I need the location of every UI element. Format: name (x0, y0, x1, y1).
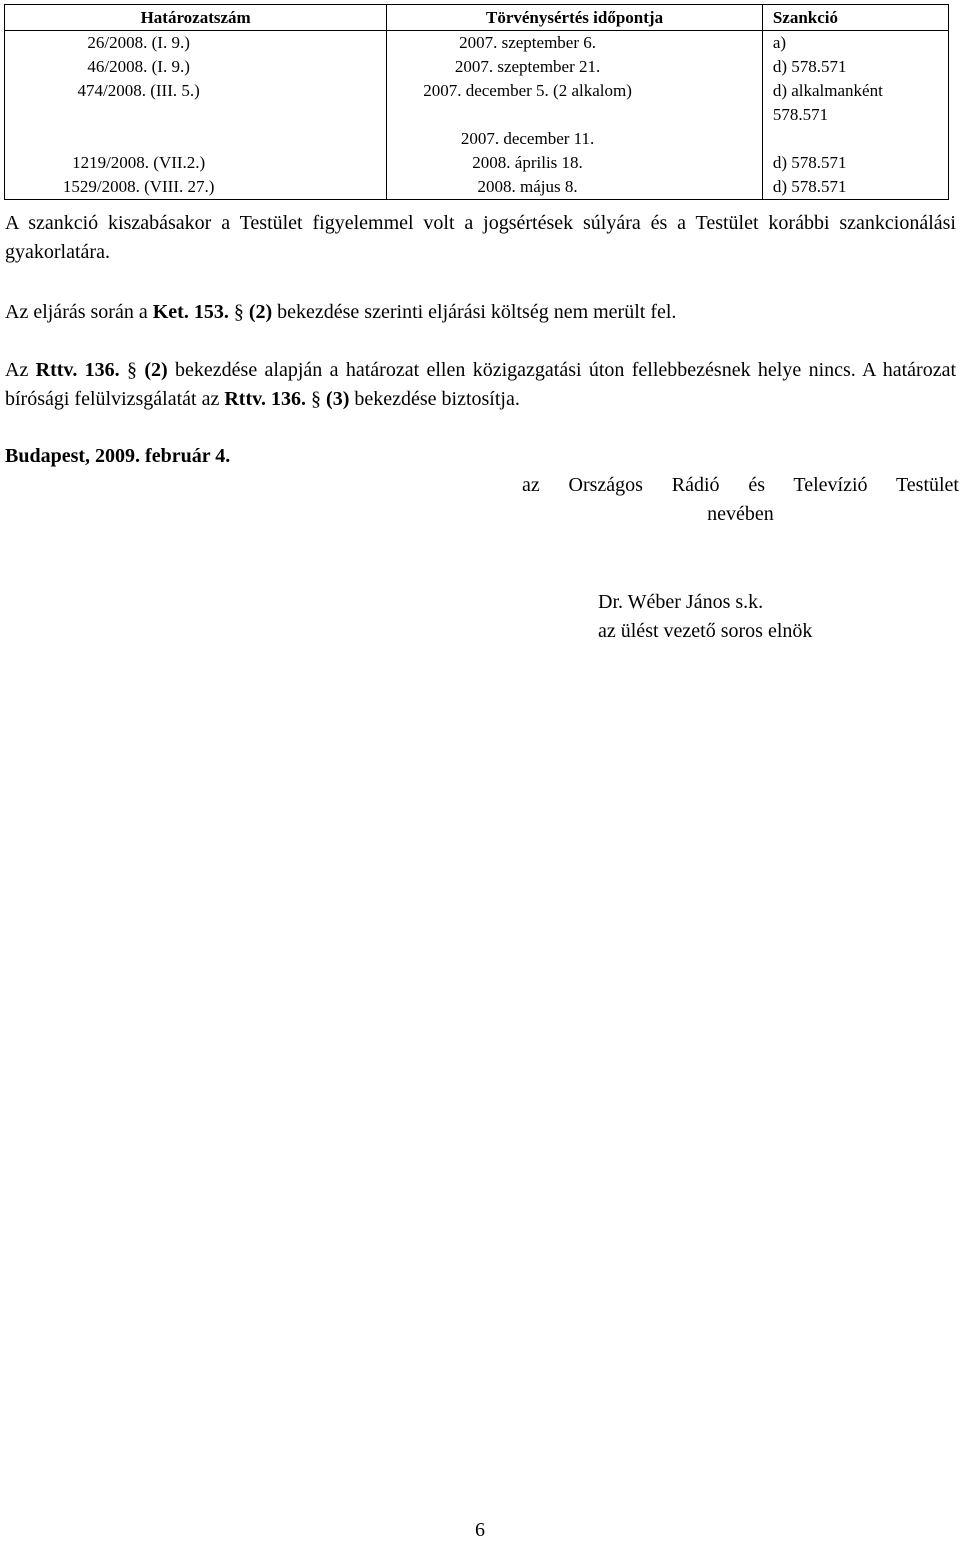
cell-sanction: d) 578.571 (762, 151, 948, 175)
cell-violation-date: 2008. május 8. (387, 175, 763, 200)
table-row (5, 31, 949, 56)
table-row (5, 175, 949, 200)
cell-sanction: d) alkalmanként 578.571 (762, 79, 948, 127)
text-span: bekezdése biztosítja. (349, 388, 520, 410)
signer-title: az ülést vezető soros elnök (598, 620, 813, 642)
text-span: bekezdése szerinti eljárási költség nem merült fel. (272, 301, 677, 323)
cell-violation-date: 2007. szeptember 21. (387, 55, 763, 79)
table-header-row (5, 5, 949, 31)
paragraph-reference: (3) (326, 388, 350, 410)
cell-resolution-number: 46/2008. (I. 9.) (5, 55, 387, 79)
text-span: Az (5, 359, 36, 381)
paragraph-procedural-costs (5, 298, 956, 327)
page-number: 6 (475, 1519, 485, 1541)
cell-sanction: a) (762, 31, 948, 56)
sanctions-table (4, 4, 949, 200)
section-sign: § (119, 359, 145, 381)
cell-sanction: d) 578.571 (762, 175, 948, 200)
law-reference: Rttv. 136. (224, 388, 307, 410)
table-row (5, 151, 949, 175)
text-span: Az eljárás során a (5, 301, 153, 323)
cell-violation-date: 2007. szeptember 6. (387, 31, 763, 56)
on-behalf-of: nevében (707, 503, 774, 525)
section-sign: § (306, 388, 327, 410)
paragraph-legal-remedy (5, 356, 956, 414)
law-reference: Rttv. 136. (35, 359, 120, 381)
cell-resolution-number: 1219/2008. (VII.2.) (5, 151, 387, 175)
law-reference: Ket. 153. (152, 301, 229, 323)
table-row (5, 127, 949, 151)
signer-name: Dr. Wéber János s.k. (598, 591, 764, 613)
header-violation-date: Törvénysértés időpontja (387, 5, 763, 31)
table-row (5, 55, 949, 79)
cell-sanction (762, 127, 948, 151)
text-span: bekezdése alapján a határozat ellen közigazgatási úton fellebbezésnek helye nincs. A határozat bírósági felülvizsgálatát az (5, 359, 956, 410)
header-sanction: Szankció (762, 5, 948, 31)
section-sign: § (228, 301, 249, 323)
organization-name: az Országos Rádió és Televízió Testület (522, 474, 959, 496)
cell-violation-date: 2008. április 18. (387, 151, 763, 175)
cell-resolution-number: 26/2008. (I. 9.) (5, 31, 387, 56)
paragraph-reference: (2) (248, 301, 273, 323)
cell-sanction: d) 578.571 (762, 55, 948, 79)
place-and-date: Budapest, 2009. február 4. (5, 445, 231, 467)
paragraph-sanction-reasoning: A szankció kiszabásakor a Testület figyelemmel volt a jogsértések súlyára és a Testület korábbi szankcionálási gyakorlatára. (5, 212, 956, 263)
signing-organization (522, 471, 959, 529)
signer-block (598, 588, 812, 646)
paragraph-reference: (2) (144, 359, 168, 381)
header-resolution-number: Határozatszám (5, 5, 387, 31)
cell-violation-date: 2007. december 11. (387, 127, 763, 151)
cell-resolution-number: 474/2008. (III. 5.) (5, 79, 387, 127)
cell-resolution-number (5, 127, 387, 151)
cell-resolution-number: 1529/2008. (VIII. 27.) (5, 175, 387, 200)
table-row (5, 79, 949, 127)
cell-violation-date: 2007. december 5. (2 alkalom) (387, 79, 763, 127)
